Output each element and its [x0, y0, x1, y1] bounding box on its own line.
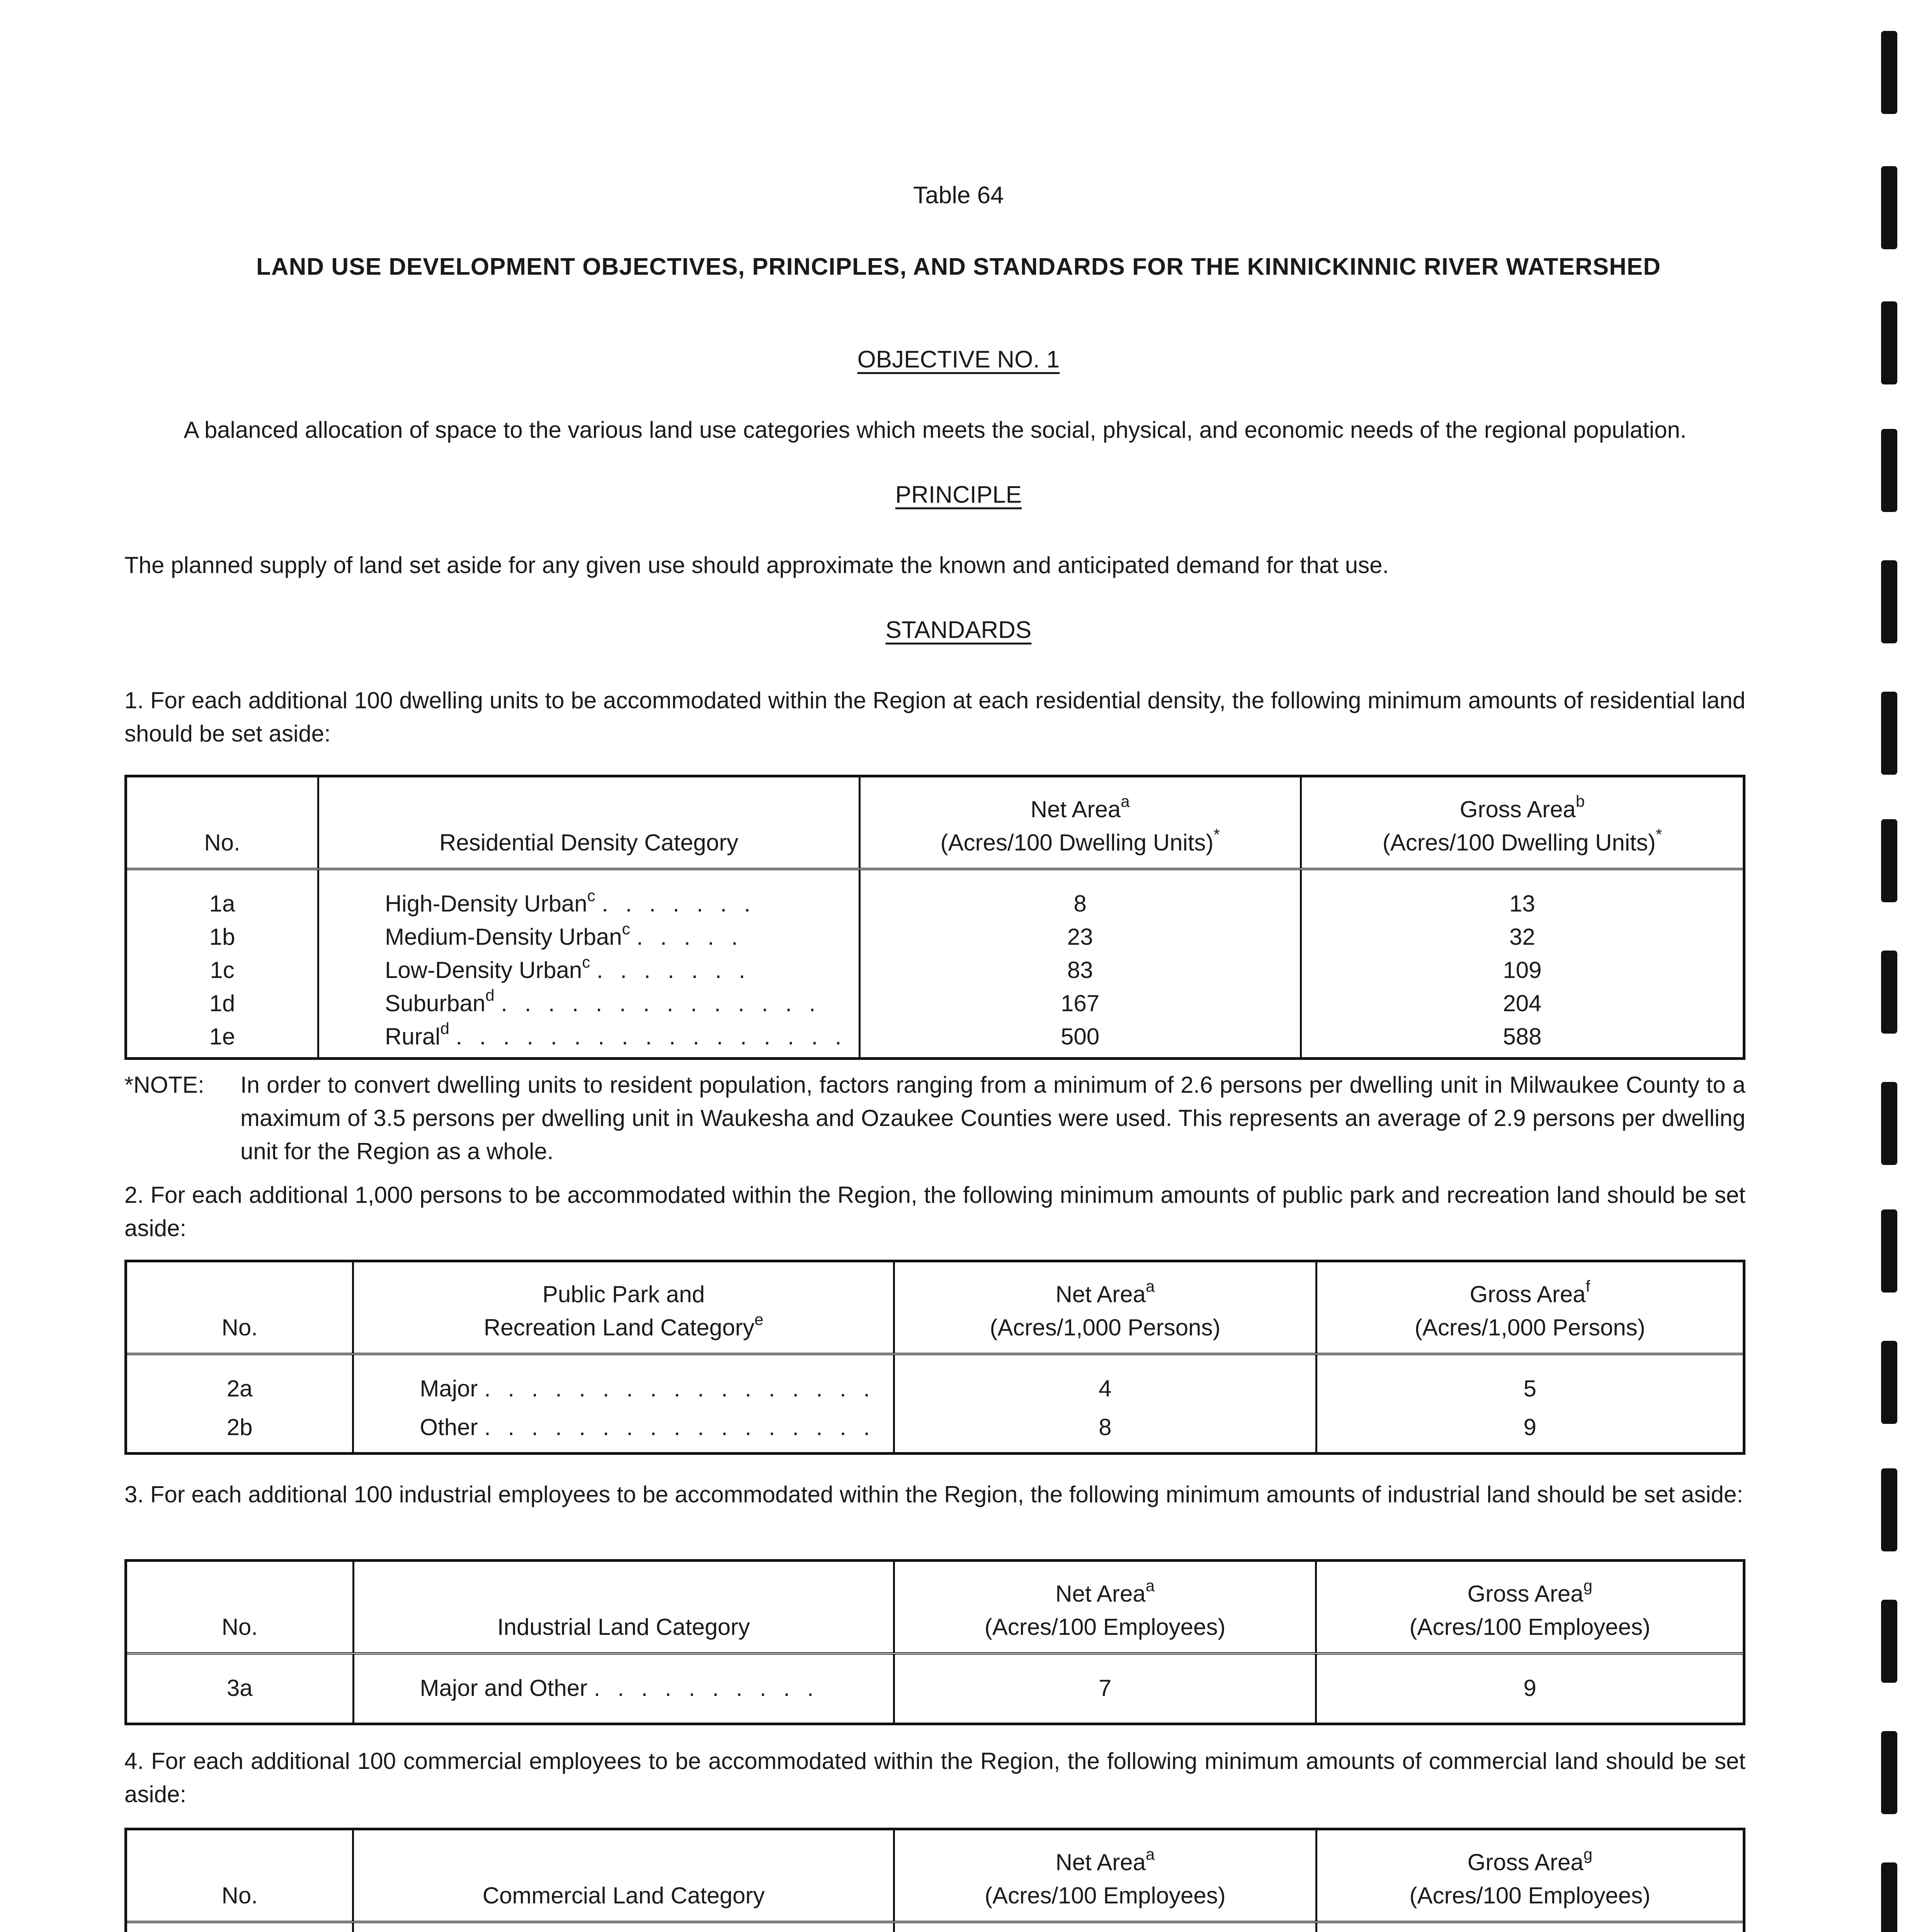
principle-text: The planned supply of land set aside for any given use should approximate the known and anticipated demand for that use. — [124, 552, 1389, 578]
principle-heading-text: PRINCIPLE — [895, 481, 1022, 508]
objective-heading — [0, 346, 1917, 373]
col-no-header: No. — [126, 1829, 353, 1922]
col-gross-area-header: Gross Area$^g$ (Acres/100 Employees) — [1316, 1829, 1744, 1922]
commercial-table — [124, 1828, 1745, 1932]
table-header-row — [126, 1261, 1744, 1354]
note-text: In order to convert dwelling units to resident population, factors ranging from a minimum of 2.6 persons per dwelling unit in Milwaukee County to a maximum of 3.5 persons per dwelling unit in Waukesha and Ozaukee Counties were used. This represents an average of 2.9 persons per dwelling unit for the Region as a whole. — [240, 1072, 1745, 1164]
table-header-row — [126, 1829, 1744, 1922]
row-net-area: 8 — [894, 1411, 1316, 1453]
table-number: Table 64 — [913, 182, 1004, 209]
row-net-area: 83 — [859, 954, 1301, 987]
row-net-area: 500 — [859, 1020, 1301, 1059]
row-category: Low-Density Urban$^c$ . . . . . . . — [318, 954, 860, 987]
row-no: 1a — [126, 869, 318, 920]
row-net-area: 4 — [894, 1354, 1316, 1411]
table-row — [126, 987, 1744, 1020]
row-no: 1e — [126, 1020, 318, 1059]
note-label: *NOTE: — [124, 1072, 204, 1098]
row-net-area: 7 — [894, 1653, 1316, 1724]
binding-mark — [1881, 1731, 1897, 1814]
row-gross-area: 588 — [1301, 1020, 1744, 1059]
table-title: LAND USE DEVELOPMENT OBJECTIVES, PRINCIPLES, AND STANDARDS FOR THE KINNICKINNIC RIVER WATERSHED — [256, 253, 1661, 280]
binding-mark — [1881, 1341, 1897, 1424]
binding-mark — [1881, 951, 1897, 1034]
row-category: Major and Other . . . . . . . . . . — [353, 1653, 894, 1724]
standard-4-text: 4. For each additional 100 commercial employees to be accommodated within the Region, the following minimum amounts of commercial land should be set aside: — [124, 1748, 1745, 1807]
standard-3-text: 3. For each additional 100 industrial employees to be accommodated within the Region, the following minimum amounts of industrial land should be set aside: — [124, 1481, 1744, 1507]
table-header-row — [126, 776, 1744, 869]
col-no-header: No. — [126, 1261, 353, 1354]
table-row — [126, 1922, 1744, 1932]
binding-mark — [1881, 1082, 1897, 1165]
row-gross-area: 109 — [1301, 954, 1744, 987]
row-gross-area: 204 — [1301, 987, 1744, 1020]
col-category-header: Commercial Land Category — [353, 1829, 894, 1922]
standard-1-text: 1. For each additional 100 dwelling units to be accommodated within the Region at each residential density, the following minimum amounts of residential land should be set aside: — [124, 687, 1745, 747]
table-row — [126, 1411, 1744, 1453]
row-category: Major . . . . . . . . . . . . . . . . . — [353, 1354, 894, 1411]
table-row — [126, 920, 1744, 954]
col-net-area-header: Net Area$^a$ (Acres/100 Employees) — [894, 1561, 1316, 1654]
binding-mark — [1881, 1209, 1897, 1293]
table-row — [126, 954, 1744, 987]
col-net-area-header: Net Area$^a$ (Acres/100 Dwelling Units)* — [859, 776, 1301, 869]
row-gross-area: 32 — [1301, 920, 1744, 954]
industrial-table — [124, 1559, 1745, 1725]
row-no: 2a — [126, 1354, 353, 1411]
row-net-area: 8 — [859, 869, 1301, 920]
residential-table — [124, 775, 1745, 1060]
row-category: Medium-Density Urban$^c$ . . . . . — [318, 920, 860, 954]
row-gross-area: 9 — [1316, 1653, 1744, 1724]
row-category — [353, 1922, 894, 1932]
residential-note — [124, 1068, 1745, 1169]
table-header-row — [126, 1561, 1744, 1654]
standards-heading-text: STANDARDS — [885, 617, 1032, 643]
row-gross-area — [1316, 1922, 1744, 1932]
row-category: Rural$^d$ . . . . . . . . . . . . . . . . . — [318, 1020, 860, 1059]
col-gross-area-header: Gross Area$^f$ (Acres/1,000 Persons) — [1316, 1261, 1744, 1354]
row-gross-area: 9 — [1316, 1411, 1744, 1453]
col-no-header: No. — [126, 776, 318, 869]
row-no: 1c — [126, 954, 318, 987]
row-no: 2b — [126, 1411, 353, 1453]
principle-heading — [0, 481, 1917, 509]
binding-mark — [1881, 1468, 1897, 1551]
col-category-header: Public Park and Recreation Land Category$^e$ — [353, 1261, 894, 1354]
col-category-header: Residential Density Category — [318, 776, 860, 869]
col-gross-area-header: Gross Area$^g$ (Acres/100 Employees) — [1316, 1561, 1744, 1654]
row-category: High-Density Urban$^c$ . . . . . . . — [318, 869, 860, 920]
table-row — [126, 1653, 1744, 1724]
col-net-area-header: Net Area$^a$ (Acres/1,000 Persons) — [894, 1261, 1316, 1354]
col-category-header: Industrial Land Category — [353, 1561, 894, 1654]
row-category: Suburban$^d$ . . . . . . . . . . . . . . — [318, 987, 860, 1020]
standards-heading — [0, 616, 1917, 644]
standard-2-text: 2. For each additional 1,000 persons to be accommodated within the Region, the following minimum amounts of public park and recreation land should be set aside: — [124, 1182, 1745, 1241]
row-no: 1d — [126, 987, 318, 1020]
row-no: 3a — [126, 1653, 354, 1724]
table-row — [126, 1020, 1744, 1059]
col-gross-area-header: Gross Area$^b$ (Acres/100 Dwelling Units)* — [1301, 776, 1744, 869]
table-row — [126, 869, 1744, 920]
row-no — [126, 1922, 353, 1932]
row-net-area: 23 — [859, 920, 1301, 954]
binding-mark — [1881, 1600, 1897, 1683]
col-no-header: No. — [126, 1561, 354, 1654]
objective-heading-text: OBJECTIVE NO. 1 — [857, 346, 1060, 373]
binding-mark — [1881, 31, 1897, 114]
row-gross-area: 5 — [1316, 1354, 1744, 1411]
row-category: Other . . . . . . . . . . . . . . . . . — [353, 1411, 894, 1453]
table-row — [126, 1354, 1744, 1411]
col-net-area-header: Net Area$^a$ (Acres/100 Employees) — [894, 1829, 1316, 1922]
binding-mark — [1881, 819, 1897, 902]
row-no: 1b — [126, 920, 318, 954]
row-gross-area: 13 — [1301, 869, 1744, 920]
row-net-area — [894, 1922, 1316, 1932]
binding-mark — [1881, 1862, 1897, 1932]
row-net-area: 167 — [859, 987, 1301, 1020]
objective-text: A balanced allocation of space to the various land use categories which meets the social, physical, and economic needs of the regional population. — [184, 417, 1687, 443]
binding-mark — [1881, 692, 1897, 775]
park-recreation-table — [124, 1260, 1745, 1455]
